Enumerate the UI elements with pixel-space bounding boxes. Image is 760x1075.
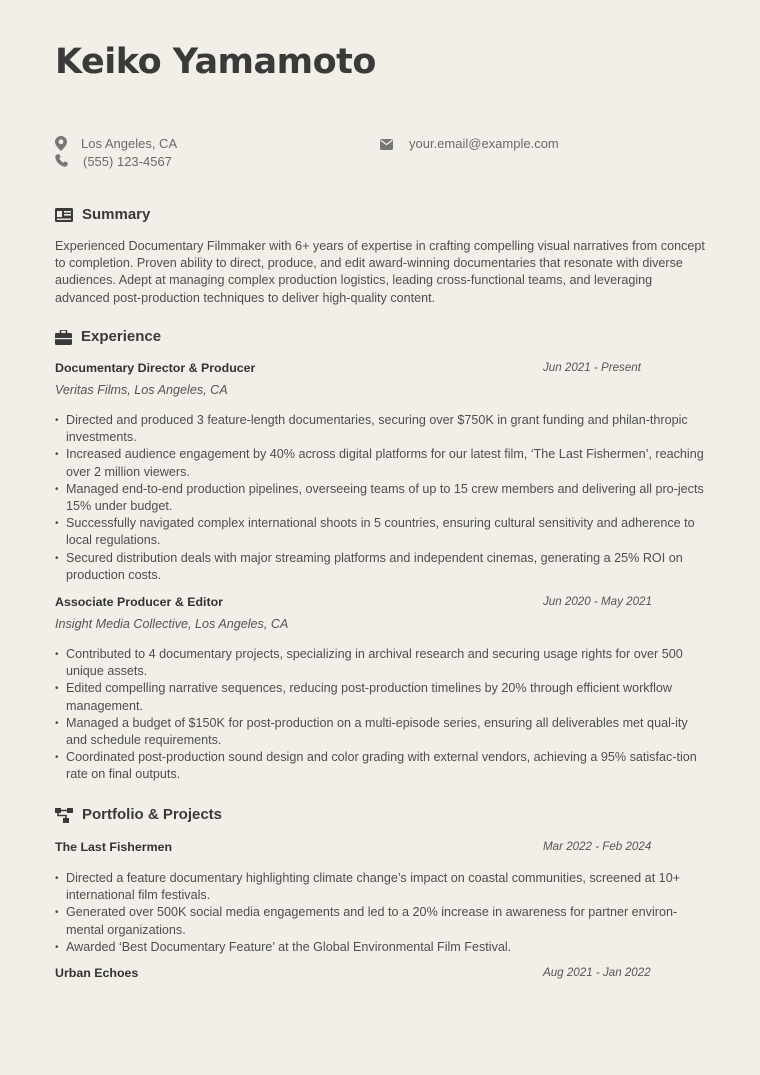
- project-title: The Last Fishermen: [55, 840, 173, 854]
- project-title: Urban Echoes: [55, 966, 139, 980]
- list-item: • Edited compelling narrative sequences, reducing post-production timelines by 20% through efficient workflow management.: [55, 680, 707, 714]
- job-bullets: [55, 646, 707, 784]
- job-dates: Jun 2021 - Present: [543, 361, 641, 374]
- summary-text: Experienced Documentary Filmmaker with 6+ years of expertise in crafting compelling visual narratives from concept to completion. Proven ability to direct, produce, and edit award-winning documentaries that resonate with diverse audiences. Adept at managing complex production logistics, leading cross-functional teams, and leveraging advanced post-production techniques to deliver high-quality content.: [55, 239, 705, 305]
- list-item: • Successfully navigated complex international shoots in 5 countries, ensuring cultural sensitivity and adherence to local regulations.: [55, 515, 707, 549]
- project-dates: Aug 2021 - Jan 2022: [543, 966, 651, 979]
- job-dates: Jun 2020 - May 2021: [543, 595, 652, 608]
- map-pin-icon: [55, 136, 69, 152]
- list-item: • Coordinated post-production sound design and color grading with external vendors, achieving a 95% satisfac-tion rate on final outputs.: [55, 749, 707, 783]
- list-item: • Directed and produced 3 feature-length documentaries, securing over $750K in grant funding and philan-thropic investments.: [55, 412, 707, 446]
- list-item: • Contributed to 4 documentary projects, specializing in archival research and securing usage rights for over 500 unique assets.: [55, 646, 707, 680]
- phone-text: (555) 123-4567: [83, 154, 172, 169]
- list-item: • Managed a budget of $150K for post-production on a multi-episode series, ensuring all deliverables met qual-ity and schedule requirements.: [55, 715, 707, 749]
- job-title: Documentary Director & Producer: [55, 361, 256, 375]
- briefcase-icon: [55, 330, 73, 346]
- list-item: • Managed end-to-end production pipelines, overseeing teams of up to 15 crew members and delivering all pro-jects 15% under budget.: [55, 481, 707, 515]
- summary-title: Summary: [82, 206, 151, 223]
- project-dates: Mar 2022 - Feb 2024: [543, 840, 652, 853]
- list-item: • Secured distribution deals with major streaming platforms and independent cinemas, generating a 25% ROI on production costs.: [55, 550, 707, 584]
- candidate-name: Keiko Yamamoto: [55, 42, 376, 82]
- project-bullets: [55, 870, 707, 956]
- job-company: Veritas Films, Los Angeles, CA: [55, 383, 228, 397]
- experience-title: Experience: [81, 328, 162, 345]
- phone-icon: [55, 154, 69, 170]
- job-bullets: [55, 412, 707, 584]
- job-title: Associate Producer & Editor: [55, 595, 224, 609]
- job-company: Insight Media Collective, Los Angeles, CA: [55, 617, 289, 631]
- list-item: • Increased audience engagement by 40% across digital platforms for our latest film, ‘The Last Fishermen’, reaching over 2 million viewers.: [55, 446, 707, 480]
- list-item: • Directed a feature documentary highlighting climate change’s impact on coastal communities, screened at 10+ international film festivals.: [55, 870, 707, 904]
- list-item: • Awarded ‘Best Documentary Feature’ at the Global Environmental Film Festival.: [55, 939, 707, 956]
- sitemap-icon: [55, 808, 73, 824]
- location-text: Los Angeles, CA: [81, 136, 178, 151]
- envelope-icon: [380, 138, 394, 154]
- email-text[interactable]: your.email@example.com: [409, 136, 559, 151]
- list-item: • Generated over 500K social media engagements and led to a 20% increase in awareness for partner environ-mental organizations.: [55, 904, 707, 938]
- projects-title: Portfolio & Projects: [82, 806, 223, 823]
- id-card-icon: [55, 208, 73, 224]
